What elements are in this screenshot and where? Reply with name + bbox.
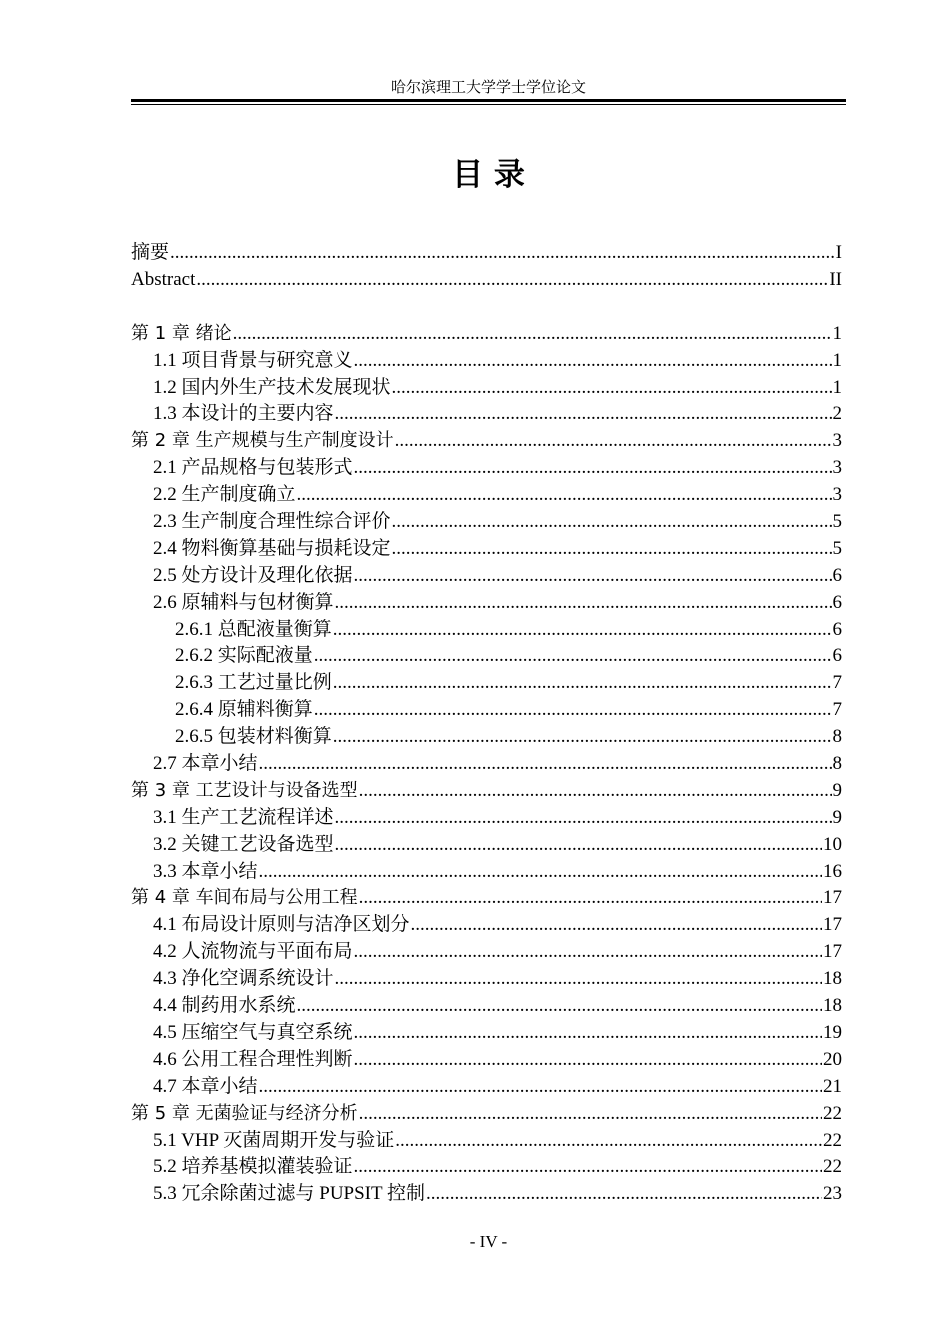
toc-entry-label: 2.2 生产制度确立 [153, 484, 296, 506]
dot-leader [359, 1101, 822, 1128]
toc-entry-label: 1.2 国内外生产技术发展现状 [153, 376, 391, 398]
toc-page-number: 10 [823, 833, 842, 855]
toc-chapter-entry[interactable] [131, 428, 842, 455]
toc-page-number: 18 [823, 995, 842, 1017]
toc-page-number: 17 [823, 941, 842, 963]
toc-entry[interactable] [131, 724, 842, 751]
toc-entry-label: 2.5 处方设计及理化依据 [153, 564, 353, 586]
toc-entry[interactable] [131, 590, 842, 617]
toc-entry[interactable] [131, 643, 842, 670]
toc-page-number: 5 [832, 537, 842, 559]
toc-page-number: 9 [832, 779, 842, 801]
toc-page-number: 1 [832, 322, 842, 344]
toc-page-number: 5 [832, 511, 842, 533]
toc-chapter-entry[interactable] [131, 778, 842, 805]
dot-leader [335, 401, 832, 428]
toc-page-number: 6 [832, 564, 842, 586]
toc-entry-label: 2.4 物料衡算基础与损耗设定 [153, 537, 391, 559]
toc-chapter-entry[interactable] [131, 321, 842, 348]
toc-entry[interactable] [131, 697, 842, 724]
toc-entry[interactable] [131, 267, 842, 294]
toc-entry[interactable] [131, 401, 842, 428]
toc-entry[interactable] [131, 939, 842, 966]
toc-page-number: 3 [832, 457, 842, 479]
toc-chapter-entry[interactable] [131, 1101, 842, 1128]
toc-entry-label: 5.1 VHP 灭菌周期开发与验证 [153, 1129, 395, 1151]
toc-entry[interactable] [131, 859, 842, 886]
dot-leader [335, 832, 822, 859]
toc-entry[interactable] [131, 509, 842, 536]
table-of-contents [131, 240, 842, 1208]
toc-page-number: 18 [823, 968, 842, 990]
toc-page-number: 2 [832, 403, 842, 425]
toc-entry[interactable] [131, 482, 842, 509]
dot-leader [354, 455, 832, 482]
dot-leader [196, 267, 828, 294]
toc-entry[interactable] [131, 536, 842, 563]
dot-leader [333, 670, 832, 697]
dot-leader [297, 482, 832, 509]
toc-entry[interactable] [131, 805, 842, 832]
toc-entry-label: 2.6.2 实际配液量 [175, 645, 313, 667]
toc-entry-label: 3.2 关键工艺设备选型 [153, 833, 334, 855]
toc-entry[interactable] [131, 751, 842, 778]
toc-page-number: 8 [832, 726, 842, 748]
toc-entry-label: 2.1 产品规格与包装形式 [153, 457, 353, 479]
toc-entry-label: 1.1 项目背景与研究意义 [153, 349, 353, 371]
dot-leader [335, 966, 822, 993]
toc-entry[interactable] [131, 1154, 842, 1181]
dot-leader [411, 912, 822, 939]
toc-entry-label: 2.6.5 包装材料衡算 [175, 726, 332, 748]
toc-page-number: 22 [823, 1129, 842, 1151]
dot-leader [395, 1128, 822, 1155]
toc-page-number: 6 [832, 618, 842, 640]
toc-entry-label: 4.7 本章小结 [153, 1075, 258, 1097]
toc-page-number: 3 [832, 484, 842, 506]
toc-page-number: 19 [823, 1021, 842, 1043]
toc-page-number: II [829, 268, 842, 290]
toc-entry[interactable] [131, 240, 842, 267]
page-title: 目 录 [452, 157, 525, 193]
dot-leader [259, 751, 832, 778]
toc-entry[interactable] [131, 617, 842, 644]
dot-leader [354, 348, 832, 375]
toc-entry[interactable] [131, 563, 842, 590]
toc-page-number: 3 [832, 430, 842, 452]
toc-entry-label: 2.6.3 工艺过量比例 [175, 672, 332, 694]
toc-entry-label: 2.3 生产制度合理性综合评价 [153, 511, 391, 533]
toc-page-number: 7 [832, 699, 842, 721]
toc-entry-label: 4.4 制药用水系统 [153, 995, 296, 1017]
dot-leader [426, 1181, 822, 1208]
dot-leader [354, 1020, 822, 1047]
toc-entry-label: 4.2 人流物流与平面布局 [153, 941, 353, 963]
toc-page-number: 20 [823, 1048, 842, 1070]
dot-leader [354, 1154, 822, 1181]
toc-page-number: 1 [832, 349, 842, 371]
dot-leader [392, 375, 832, 402]
toc-entry-label: 5.2 培养基模拟灌装验证 [153, 1156, 353, 1178]
dot-leader [359, 778, 832, 805]
running-header: 哈尔滨理工大学学士学位论文 [390, 80, 586, 96]
toc-entry-label: 3.3 本章小结 [153, 860, 258, 882]
dot-leader [354, 939, 822, 966]
toc-page-number: 1 [832, 376, 842, 398]
toc-entry[interactable] [131, 455, 842, 482]
toc-entry[interactable] [131, 1074, 842, 1101]
dot-leader [359, 885, 822, 912]
dot-leader [392, 536, 832, 563]
toc-entry-label: 4.6 公用工程合理性判断 [153, 1048, 353, 1070]
toc-entry-label: 5.3 冗余除菌过滤与 PUPSIT 控制 [153, 1183, 426, 1205]
dot-leader [395, 428, 832, 455]
toc-entry-label: 摘要 [131, 242, 170, 263]
toc-entry-label: 4.3 净化空调系统设计 [153, 968, 334, 990]
toc-entry[interactable] [131, 1020, 842, 1047]
dot-leader [335, 805, 832, 832]
toc-entry-label: 4.5 压缩空气与真空系统 [153, 1021, 353, 1043]
toc-entry-label: 2.6.1 总配液量衡算 [175, 618, 332, 640]
dot-leader [354, 1047, 822, 1074]
toc-entry-label: 2.7 本章小结 [153, 753, 258, 775]
dot-leader [333, 724, 832, 751]
toc-entry[interactable] [131, 375, 842, 402]
dot-leader [314, 697, 832, 724]
toc-entry[interactable] [131, 1181, 842, 1208]
toc-page-number: 21 [823, 1075, 842, 1097]
toc-entry[interactable] [131, 966, 842, 993]
toc-entry[interactable] [131, 912, 842, 939]
dot-leader [333, 617, 832, 644]
toc-entry[interactable] [131, 1128, 842, 1155]
toc-entry-label: 第 5 章 无菌验证与经济分析 [131, 1102, 358, 1124]
toc-entry-label: 2.6.4 原辅料衡算 [175, 699, 313, 721]
header-rule-thick [131, 99, 846, 102]
toc-page-number: 23 [823, 1183, 842, 1205]
dot-leader [354, 563, 832, 590]
header-rule-thin [131, 104, 846, 105]
toc-page-number: 6 [832, 591, 842, 613]
toc-entry-label: Abstract [131, 268, 196, 290]
dot-leader [297, 993, 822, 1020]
toc-entry[interactable] [131, 832, 842, 859]
toc-entry-label: 第 3 章 工艺设计与设备选型 [131, 779, 358, 801]
toc-page-number: I [835, 242, 842, 263]
toc-entry-label: 第 2 章 生产规模与生产制度设计 [131, 430, 394, 452]
toc-page-number: 7 [832, 672, 842, 694]
dot-leader [314, 643, 832, 670]
toc-entry[interactable] [131, 993, 842, 1020]
toc-page-number: 16 [823, 860, 842, 882]
toc-page-number: 22 [823, 1102, 842, 1124]
toc-entry-label: 3.1 生产工艺流程详述 [153, 806, 334, 828]
toc-entry-label: 1.3 本设计的主要内容 [153, 403, 334, 425]
toc-entry-label: 4.1 布局设计原则与洁净区划分 [153, 914, 410, 936]
dot-leader [170, 240, 835, 267]
dot-leader [392, 509, 832, 536]
dot-leader [233, 321, 832, 348]
toc-page-number: 17 [823, 887, 842, 909]
dot-leader [259, 859, 822, 886]
toc-entry-label: 第 1 章 绪论 [131, 322, 232, 344]
toc-entry-label: 2.6 原辅料与包材衡算 [153, 591, 334, 613]
toc-entry[interactable] [131, 670, 842, 697]
toc-page-number: 22 [823, 1156, 842, 1178]
toc-chapter-entry[interactable] [131, 885, 842, 912]
page-number-footer: - IV - [469, 1232, 508, 1251]
dot-leader [335, 590, 832, 617]
toc-entry[interactable] [131, 1047, 842, 1074]
toc-page-number: 9 [832, 806, 842, 828]
toc-page-number: 6 [832, 645, 842, 667]
dot-leader [259, 1074, 822, 1101]
toc-entry-label: 第 4 章 车间布局与公用工程 [131, 887, 358, 909]
toc-page-number: 8 [832, 753, 842, 775]
toc-entry[interactable] [131, 348, 842, 375]
toc-page-number: 17 [823, 914, 842, 936]
